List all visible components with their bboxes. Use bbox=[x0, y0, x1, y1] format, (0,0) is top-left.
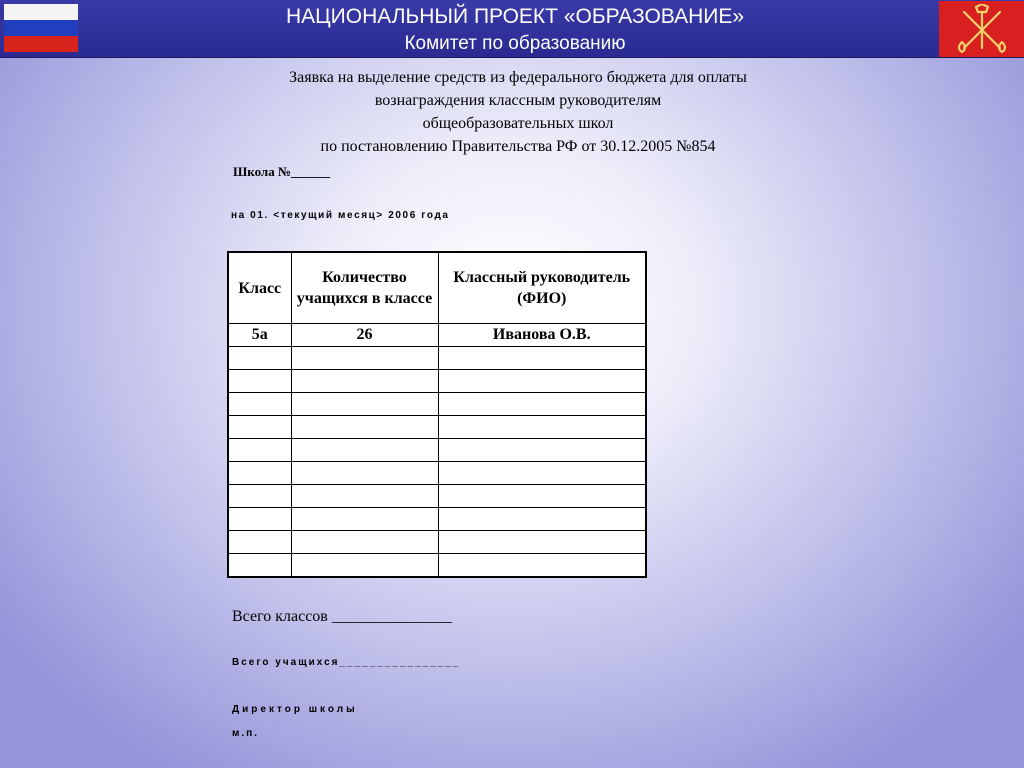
cell-student-count bbox=[291, 347, 438, 370]
stamp-label: м.п. bbox=[232, 728, 259, 739]
cell-student-count bbox=[291, 370, 438, 393]
cell-teacher bbox=[438, 347, 646, 370]
class-teachers-table bbox=[227, 251, 647, 578]
cell-student-count bbox=[291, 554, 438, 578]
table-row bbox=[228, 393, 646, 416]
table-row bbox=[228, 416, 646, 439]
director-signature-label: Директор школы bbox=[232, 704, 358, 715]
cell-class bbox=[228, 370, 291, 393]
table-row bbox=[228, 485, 646, 508]
cell-student-count bbox=[291, 393, 438, 416]
cell-student-count: 26 bbox=[291, 324, 438, 347]
cell-teacher bbox=[438, 416, 646, 439]
school-number-field: Школа №______ bbox=[233, 164, 331, 179]
header-title: НАЦИОНАЛЬНЫЙ ПРОЕКТ «ОБРАЗОВАНИЕ» bbox=[285, 5, 745, 28]
cell-teacher bbox=[438, 508, 646, 531]
cell-teacher bbox=[438, 531, 646, 554]
cell-student-count bbox=[291, 531, 438, 554]
table-row bbox=[228, 554, 646, 578]
cell-student-count bbox=[291, 416, 438, 439]
cell-teacher bbox=[438, 393, 646, 416]
cell-teacher bbox=[438, 554, 646, 578]
table-row bbox=[228, 324, 646, 347]
cell-class bbox=[228, 439, 291, 462]
cell-class bbox=[228, 462, 291, 485]
total-classes-line: Всего классов _______________ bbox=[232, 608, 452, 625]
table-header-row bbox=[228, 252, 646, 324]
table-row bbox=[228, 508, 646, 531]
table-row bbox=[228, 531, 646, 554]
cell-class bbox=[228, 531, 291, 554]
table-row bbox=[228, 370, 646, 393]
russian-flag-icon bbox=[0, 0, 84, 57]
document-title bbox=[200, 66, 836, 158]
cell-teacher: Иванова О.В. bbox=[438, 324, 646, 347]
cell-teacher bbox=[438, 370, 646, 393]
cell-student-count bbox=[291, 508, 438, 531]
cell-class bbox=[228, 347, 291, 370]
table-row bbox=[228, 439, 646, 462]
cell-student-count bbox=[291, 439, 438, 462]
cell-class bbox=[228, 485, 291, 508]
cell-class bbox=[228, 416, 291, 439]
cell-student-count bbox=[291, 485, 438, 508]
title-line: по постановлению Правительства РФ от 30.12.2005 №854 bbox=[320, 138, 716, 155]
header-student-count: Количество учащихся в классе bbox=[291, 252, 438, 324]
cell-student-count bbox=[291, 462, 438, 485]
header-teacher: Классный руководитель (ФИО) bbox=[438, 252, 646, 324]
cell-teacher bbox=[438, 439, 646, 462]
title-line: Заявка на выделение средств из федерального бюджета для оплаты bbox=[289, 69, 747, 86]
header-banner bbox=[0, 0, 1024, 58]
cell-teacher bbox=[438, 485, 646, 508]
title-line: вознаграждения классным руководителям bbox=[374, 92, 662, 109]
date-line: на 01. <текущий месяц> 2006 года bbox=[231, 210, 450, 221]
cell-teacher bbox=[438, 462, 646, 485]
table-row bbox=[228, 347, 646, 370]
title-line: общеобразовательных школ bbox=[422, 115, 614, 132]
cell-class bbox=[228, 554, 291, 578]
city-emblem-icon bbox=[939, 1, 1024, 57]
total-students-line: Всего учащихся________________ bbox=[232, 657, 461, 668]
cell-class bbox=[228, 508, 291, 531]
table-row bbox=[228, 462, 646, 485]
header-subtitle: Комитет по образованию bbox=[404, 33, 626, 54]
header-class: Класс bbox=[228, 252, 291, 324]
cell-class: 5а bbox=[228, 324, 291, 347]
cell-class bbox=[228, 393, 291, 416]
